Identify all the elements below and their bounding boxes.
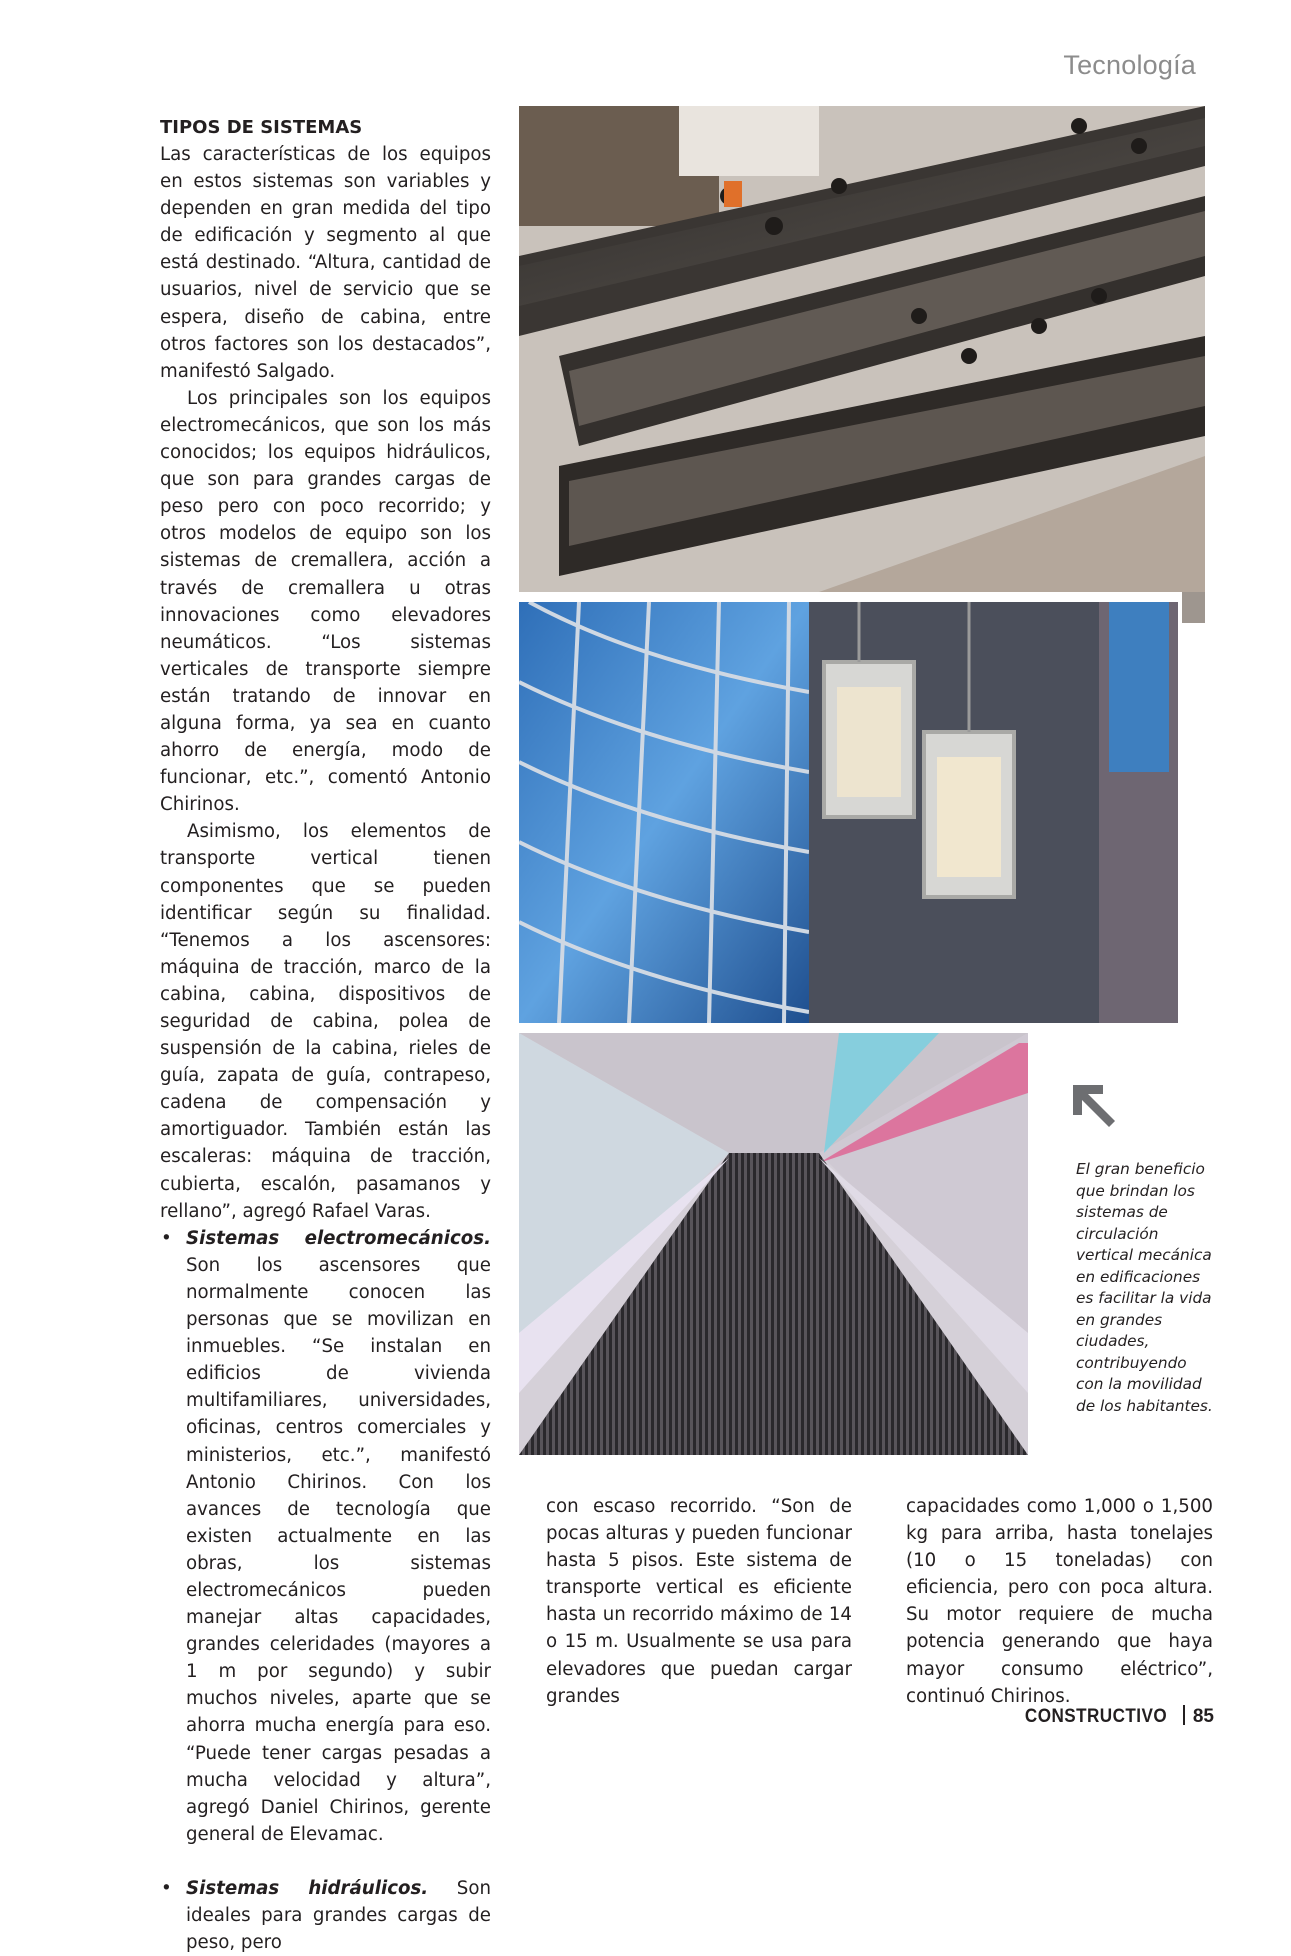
list-item-text: Son ideales para grandes cargas de peso, pero bbox=[186, 1877, 491, 1954]
escalators-photo bbox=[519, 106, 1205, 592]
photo-caption: El gran beneficio que brindan los sistemas de circulación vertical mecánica en edificaciones es facilitar la vida en grandes ciudades, contribuyendo con la movilidad de los habitantes. bbox=[1076, 1160, 1213, 1415]
body-paragraph: Las características de los equipos en estos sistemas son variables y dependen en gran medida del tipo de edificación y segmento al que está destinado. “Altura, cantidad de usuarios, nivel de servicio que se espera, diseño de cabina, entre otros factores son los destacados”, manifestó Salgado. bbox=[160, 144, 491, 382]
section-heading: TIPOS DE SISTEMAS bbox=[160, 117, 363, 138]
section-tag: Tecnología bbox=[1063, 50, 1196, 80]
body-paragraph: Asimismo, los elementos de transporte vertical tienen componentes que se pueden identificar según su finalidad. “Tenemos a los ascensores: máquina de tracción, marco de la cabina, cabina, dispositivos de seguridad de cabina, polea de suspensión de la cabina, rieles de guía, zapata de guía, contrapeso, cadena de compensación y amortiguador. También están las escaleras: máquina de tracción, cubierta, escalón, pasamanos y rellano”, agregó Rafael Varas. bbox=[160, 821, 491, 1222]
page-number: 85 bbox=[1192, 1706, 1214, 1727]
article-column-right: capacidades como 1,000 o 1,500 kg para arriba, hasta tonelajes (10 o 15 toneladas) con eficiencia, pero con poca altura. Su motor requiere de mucha potencia generando que haya mayor consumo eléctrico”, continuó Chirinos. bbox=[906, 1496, 1213, 1707]
bullet-marker: • bbox=[161, 1877, 172, 1899]
list-item bbox=[160, 1875, 491, 1956]
body-paragraph: Los principales son los equipos electromecánicos, que son los más conocidos; los equipos hidráulicos, que son para grandes cargas de peso pero con poco recorrido; y otros modelos de equipo son los sistemas de cremallera, acción a través de cremallera u otras innovaciones como elevadores neumáticos. “Los sistemas verticales de transporte siempre están tratando de innovar en alguna forma, ya sea en cuanto ahorro de energía, modo de funcionar, etc.”, comentó Antonio Chirinos. bbox=[160, 387, 491, 816]
glass-elevators-photo bbox=[519, 602, 1178, 1023]
arrow-up-left-icon bbox=[1073, 1085, 1117, 1129]
page-footer bbox=[1017, 1705, 1214, 1728]
bullet-marker: • bbox=[161, 1227, 172, 1249]
list-item-term: Sistemas electromecánicos. bbox=[186, 1227, 491, 1249]
article-column-middle: con escaso recorrido. “Son de pocas alturas y pueden funcionar hasta 5 pisos. Este sistema de transporte vertical es eficiente hasta un recorrido máximo de 14 o 15 m. Usualmente se usa para elevadores que puedan cargar grandes bbox=[546, 1496, 852, 1707]
list-item-term: Sistemas hidráulicos. bbox=[186, 1877, 429, 1899]
photo-frame-corner bbox=[1182, 592, 1205, 623]
article-column-left bbox=[160, 114, 491, 1956]
moving-walkway-photo bbox=[519, 1033, 1028, 1455]
list-item-text: Son los ascensores que normalmente conocen las personas que se movilizan en inmuebles. “Se instalan en edificios de vivienda multifamiliares, universidades, oficinas, centros comerciales y ministerios, etc.”, manifestó Antonio Chirinos. Con los avances de tecnología que existen actualmente en las obras, los sistemas electromecánicos pueden manejar altas capacidades, grandes celeridades (mayores a 1 m por segundo) y subir muchos niveles, aparte que se ahorra mucha energía para eso. “Puede tener cargas pesadas a mucha velocidad y altura”, agregó Daniel Chirinos, gerente general de Elevamac. bbox=[186, 1254, 491, 1845]
list-item bbox=[160, 1225, 491, 1848]
footer-divider bbox=[1183, 1705, 1185, 1725]
magazine-name: CONSTRUCTIVO bbox=[1024, 1706, 1167, 1727]
system-types-list bbox=[160, 1225, 491, 1956]
